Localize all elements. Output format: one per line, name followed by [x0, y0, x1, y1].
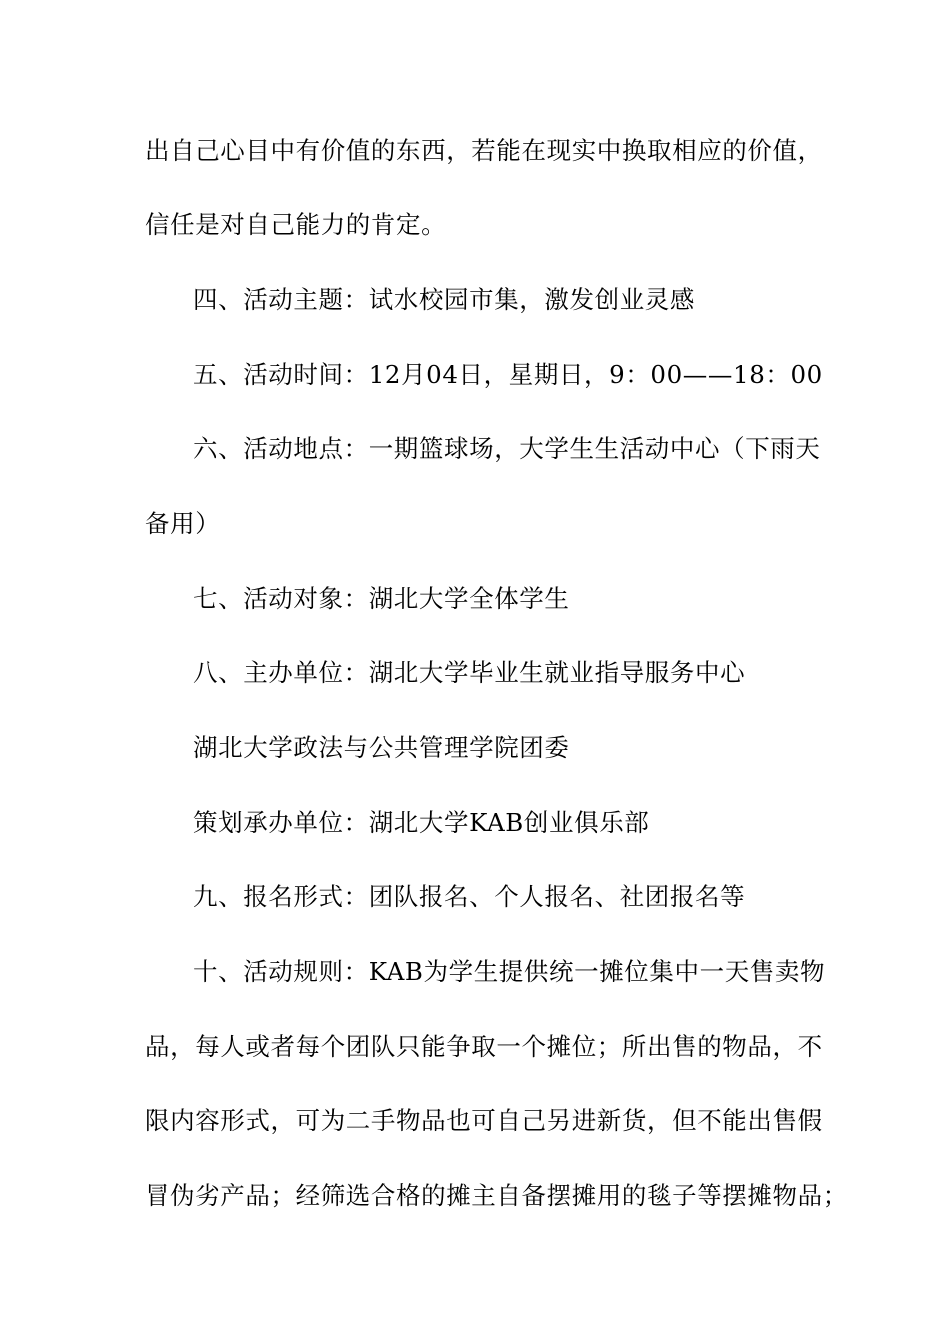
section-rules: 十、活动规则：KAB为学生提供统一摊位集中一天售卖物	[193, 957, 826, 986]
paragraph-line: 品，每人或者每个团队只能争取一个摊位；所出售的物品，不	[145, 1032, 823, 1061]
section-registration: 九、报名形式：团队报名、个人报名、社团报名等	[193, 882, 746, 911]
section-host: 八、主办单位：湖北大学毕业生就业指导服务中心	[193, 658, 746, 687]
section-theme: 四、活动主题：试水校园市集，激发创业灵感	[193, 285, 695, 314]
section-audience: 七、活动对象：湖北大学全体学生	[193, 584, 570, 613]
paragraph-line: 出自己心目中有价值的东西，若能在现实中换取相应的价值，	[145, 136, 823, 165]
section-location: 六、活动地点：一期篮球场，大学生生活动中心（下雨天	[193, 434, 821, 463]
section-time: 五、活动时间：12月04日，星期日，9：00——18：00	[193, 360, 823, 389]
section-co-host: 湖北大学政法与公共管理学院团委	[193, 733, 570, 762]
paragraph-line: 备用）	[145, 509, 221, 538]
paragraph-line: 限内容形式，可为二手物品也可自己另进新货，但不能出售假	[145, 1106, 823, 1135]
paragraph-line: 信任是对自己能力的肯定。	[145, 210, 447, 239]
section-organizer: 策划承办单位：湖北大学KAB创业俱乐部	[193, 808, 650, 837]
paragraph-line: 冒伪劣产品；经筛选合格的摊主自备摆摊用的毯子等摆摊物品；	[145, 1181, 848, 1210]
